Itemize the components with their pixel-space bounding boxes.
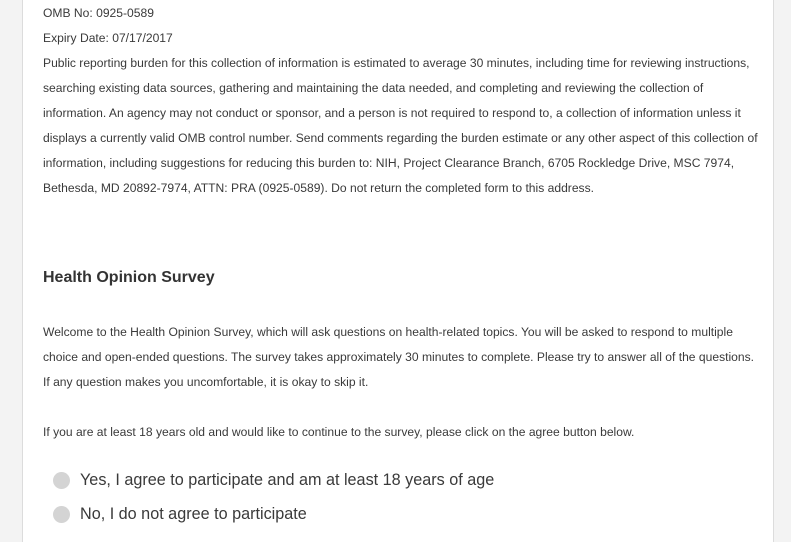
survey-title: Health Opinion Survey <box>43 269 215 286</box>
survey-card <box>22 0 774 542</box>
omb-notice <box>43 1 759 201</box>
consent-instruction: If you are at least 18 years old and would like to continue to the survey, please click on the agree button below. <box>43 425 635 439</box>
omb-number: OMB No: 0925-0589 <box>43 6 154 20</box>
omb-expiry-date: Expiry Date: 07/17/2017 <box>43 31 173 45</box>
disagree-radio-button[interactable] <box>53 506 70 523</box>
burden-statement: Public reporting burden for this collection of information is estimated to average 30 minutes, including time for reviewing instructions, searching existing data sources, gathering and maintaining the data needed, and completing and reviewing the collection of information. An agency may not conduct or sponsor, and a person is not required to respond to, a collection of information unless it displays a currently valid OMB control number. Send comments regarding the burden estimate or any other aspect of this collection of information, including suggestions for reducing this burden to: NIH, Project Clearance Branch, 6705 Rockledge Drive, MSC 7974, Bethesda, MD 20892-7974, ATTN: PRA (0925-0589). Do not return the completed form to this address. <box>43 56 758 195</box>
agree-option-label[interactable]: Yes, I agree to participate and am at least 18 years of age <box>80 470 495 489</box>
disagree-option[interactable] <box>53 502 307 526</box>
disagree-option-label[interactable]: No, I do not agree to participate <box>80 504 307 523</box>
welcome-text: Welcome to the Health Opinion Survey, which will ask questions on health-related topics. You will be asked to respond to multiple choice and open-ended questions. The survey takes approximately 30 minutes to complete. Please try to answer all of the questions. If any question makes you uncomfortable, it is okay to skip it. <box>43 325 755 389</box>
agree-radio-button[interactable] <box>53 472 70 489</box>
agree-option[interactable] <box>53 468 494 492</box>
